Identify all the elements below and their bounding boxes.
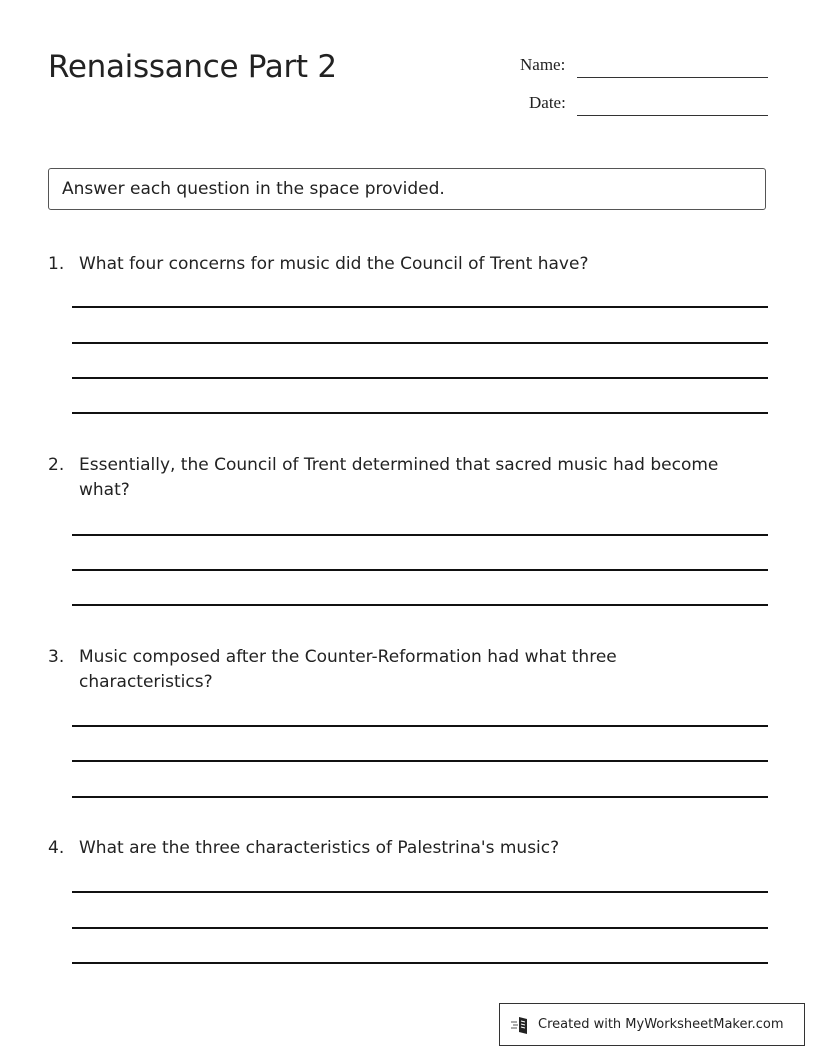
footer-credit[interactable] xyxy=(499,1003,805,1046)
question-number: 4. xyxy=(48,838,65,858)
question-text: Essentially, the Council of Trent determined that sacred music had become what? xyxy=(79,455,719,500)
answer-line[interactable] xyxy=(72,796,768,798)
question-text: What four concerns for music did the Council of Trent have? xyxy=(79,254,589,274)
answer-line[interactable] xyxy=(72,534,768,536)
answer-line[interactable] xyxy=(72,962,768,964)
answer-line[interactable] xyxy=(72,569,768,571)
question-number: 2. xyxy=(48,455,65,475)
answer-line[interactable] xyxy=(72,891,768,893)
answer-line[interactable] xyxy=(72,725,768,727)
question-2 xyxy=(48,453,768,503)
worksheet-title: Renaissance Part 2 xyxy=(48,49,337,85)
question-number: 1. xyxy=(48,254,65,274)
answer-line[interactable] xyxy=(72,604,768,606)
question-3 xyxy=(48,645,768,695)
name-field-line[interactable] xyxy=(577,77,768,78)
answer-line[interactable] xyxy=(72,927,768,929)
answer-line[interactable] xyxy=(72,377,768,379)
question-1 xyxy=(48,252,768,277)
footer-text: Created with MyWorksheetMaker.com xyxy=(538,1017,784,1032)
question-number: 3. xyxy=(48,647,65,667)
answer-line[interactable] xyxy=(72,342,768,344)
name-label: Name: xyxy=(520,55,566,74)
answer-line[interactable] xyxy=(72,760,768,762)
worksheet-maker-logo-icon xyxy=(510,1015,532,1035)
question-4 xyxy=(48,836,768,861)
date-field-line[interactable] xyxy=(577,115,768,116)
date-label: Date: xyxy=(529,93,566,112)
question-text: What are the three characteristics of Palestrina's music? xyxy=(79,838,560,858)
question-text: Music composed after the Counter-Reformation had what three characteristics? xyxy=(79,647,617,692)
answer-line[interactable] xyxy=(72,306,768,308)
instructions-box: Answer each question in the space provided. xyxy=(48,168,766,210)
answer-line[interactable] xyxy=(72,412,768,414)
